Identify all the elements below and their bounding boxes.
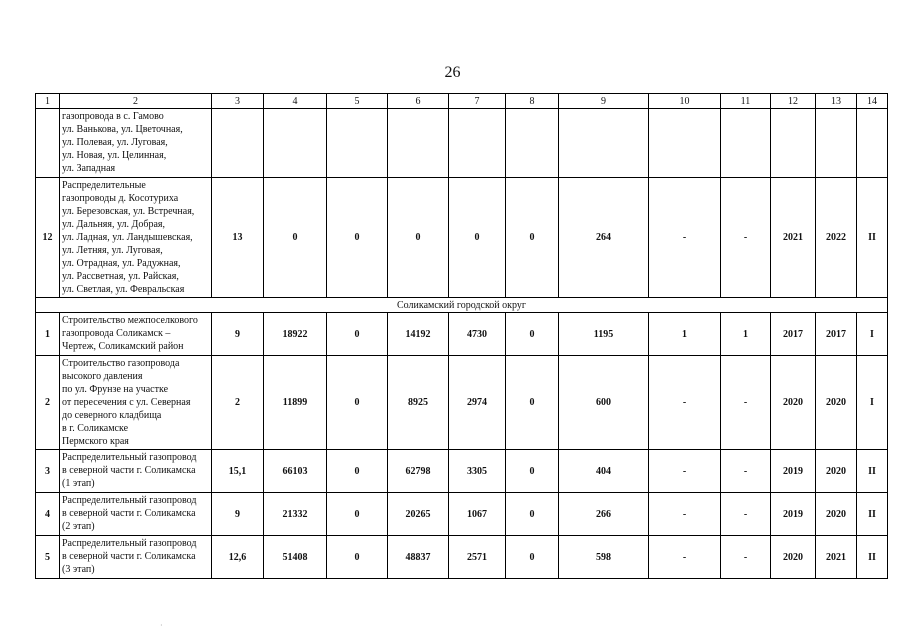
column-header-9: 9 [559,94,649,109]
cell-col-14: II [857,536,888,579]
cell-col-5: 0 [327,356,388,450]
cell-col-13: 2022 [816,178,857,298]
object-name-line: ул. Новая, ул. Целинная, [62,150,167,161]
object-name-cell [60,450,212,493]
cell-col-5: 0 [327,450,388,493]
cell-col-10: 1 [649,313,721,356]
column-header-14: 14 [857,94,888,109]
table-row [36,178,888,298]
cell-col-14: II [857,450,888,493]
cell-col-12: 2020 [771,356,816,450]
cell-col-13: 2021 [816,536,857,579]
object-name-line: ул. Западная [62,163,116,174]
object-name-cell [60,536,212,579]
cell-col-11: - [721,450,771,493]
cell-col-10: - [649,493,721,536]
column-header-1: 1 [36,94,60,109]
column-header-2: 2 [60,94,212,109]
cell-col-4: 18922 [264,313,327,356]
cell-col-8 [506,109,559,178]
cell-col-4: 11899 [264,356,327,450]
object-name-line: (2 этап) [62,521,95,532]
cell-col-8: 0 [506,178,559,298]
cell-col-6: 14192 [388,313,449,356]
cell-col-7: 2974 [449,356,506,450]
cell-col-6: 8925 [388,356,449,450]
object-name-line: от пересечения с ул. Северная [62,397,191,408]
object-name-line: ул. Рассветная, ул. Райская, [62,271,179,282]
cell-col-14: II [857,178,888,298]
cell-col-7: 1067 [449,493,506,536]
section-title: Соликамский городской округ [36,298,888,313]
cell-col-4: 51408 [264,536,327,579]
table-row [36,356,888,450]
cell-col-5: 0 [327,178,388,298]
object-name-cell [60,493,212,536]
object-name-line: ул. Полевая, ул. Луговая, [62,137,168,148]
cell-col-9: 1195 [559,313,649,356]
cell-col-3: 2 [212,356,264,450]
object-name-cell [60,356,212,450]
cell-col-14: II [857,493,888,536]
scan-margin-mark: · [160,621,163,630]
cell-col-11: - [721,356,771,450]
object-name-line: в северной части г. Соликамска [62,465,196,476]
cell-col-11: - [721,493,771,536]
cell-col-1: 1 [36,313,60,356]
table-row [36,109,888,178]
cell-col-10: - [649,356,721,450]
object-name-line: ул. Березовская, ул. Встречная, [62,206,195,217]
cell-col-5 [327,109,388,178]
cell-col-12: 2017 [771,313,816,356]
page-number: 26 [444,64,461,81]
cell-col-13: 2017 [816,313,857,356]
cell-col-10: - [649,450,721,493]
cell-col-12: 2019 [771,493,816,536]
cell-col-7: 3305 [449,450,506,493]
object-name-line: Чертеж, Соликамский район [62,341,184,352]
object-name-line: ул. Светлая, ул. Февральская [62,284,185,295]
cell-col-11: - [721,178,771,298]
cell-col-14: I [857,356,888,450]
cell-col-12: 2019 [771,450,816,493]
object-name-line: до северного кладбища [62,410,162,421]
cell-col-6: 0 [388,178,449,298]
cell-col-7: 4730 [449,313,506,356]
cell-col-10: - [649,178,721,298]
cell-col-1: 3 [36,450,60,493]
column-header-3: 3 [212,94,264,109]
object-name-line: Строительство газопровода [62,358,180,369]
cell-col-6: 48837 [388,536,449,579]
object-name-cell [60,313,212,356]
cell-col-4 [264,109,327,178]
object-name-line: Распределительный газопровод [62,538,197,549]
cell-col-5: 0 [327,313,388,356]
cell-col-6: 20265 [388,493,449,536]
cell-col-3: 9 [212,493,264,536]
object-name-line: Распределительный газопровод [62,495,197,506]
cell-col-4: 21332 [264,493,327,536]
cell-col-9 [559,109,649,178]
cell-col-1: 12 [36,178,60,298]
column-header-4: 4 [264,94,327,109]
cell-col-12: 2020 [771,536,816,579]
cell-col-3: 9 [212,313,264,356]
object-name-line: Строительство межпоселкового [62,315,198,326]
object-name-cell [60,178,212,298]
cell-col-8: 0 [506,536,559,579]
cell-col-9: 598 [559,536,649,579]
cell-col-4: 66103 [264,450,327,493]
cell-col-5: 0 [327,493,388,536]
object-name-line: в северной части г. Соликамска [62,551,196,562]
cell-col-7 [449,109,506,178]
object-name-line: ул. Отрадная, ул. Радужная, [62,258,181,269]
table-row [36,313,888,356]
object-name-line: Распределительный газопровод [62,452,197,463]
cell-col-13 [816,109,857,178]
cell-col-7: 0 [449,178,506,298]
object-name-line: по ул. Фрунзе на участке [62,384,169,395]
cell-col-8: 0 [506,493,559,536]
column-header-11: 11 [721,94,771,109]
cell-col-13: 2020 [816,450,857,493]
column-header-10: 10 [649,94,721,109]
column-header-12: 12 [771,94,816,109]
cell-col-3 [212,109,264,178]
cell-col-4: 0 [264,178,327,298]
cell-col-3: 15,1 [212,450,264,493]
cell-col-1 [36,109,60,178]
table-row [36,536,888,579]
object-name-line: газопроводы д. Косотуриха [62,193,179,204]
cell-col-9: 264 [559,178,649,298]
cell-col-12: 2021 [771,178,816,298]
header-row [36,94,888,109]
cell-col-13: 2020 [816,356,857,450]
cell-col-1: 5 [36,536,60,579]
object-name-line: Пермского края [62,436,129,447]
object-name-line: высокого давления [62,371,143,382]
gas-pipeline-table [35,93,888,579]
cell-col-6 [388,109,449,178]
column-header-8: 8 [506,94,559,109]
cell-col-9: 404 [559,450,649,493]
column-header-13: 13 [816,94,857,109]
section-row [36,298,888,313]
cell-col-7: 2571 [449,536,506,579]
cell-col-9: 266 [559,493,649,536]
object-name-line: (1 этап) [62,478,95,489]
object-name-line: ул. Летняя, ул. Луговая, [62,245,163,256]
table-row [36,450,888,493]
cell-col-8: 0 [506,356,559,450]
cell-col-10 [649,109,721,178]
cell-col-14 [857,109,888,178]
cell-col-8: 0 [506,313,559,356]
column-header-5: 5 [327,94,388,109]
cell-col-5: 0 [327,536,388,579]
table-body [36,109,888,579]
column-header-7: 7 [449,94,506,109]
object-name-line: ул. Ванькова, ул. Цветочная, [62,124,183,135]
cell-col-14: I [857,313,888,356]
cell-col-3: 13 [212,178,264,298]
object-name-line: газопровода Соликамск – [62,328,171,339]
object-name-line: ул. Дальняя, ул. Добрая, [62,219,165,230]
object-name-line: газопровода в с. Гамово [62,111,164,122]
table-row [36,493,888,536]
cell-col-8: 0 [506,450,559,493]
cell-col-11: 1 [721,313,771,356]
object-name-line: в северной части г. Соликамска [62,508,196,519]
object-name-cell [60,109,212,178]
cell-col-1: 2 [36,356,60,450]
cell-col-11: - [721,536,771,579]
object-name-line: (3 этап) [62,564,95,575]
column-header-6: 6 [388,94,449,109]
cell-col-13: 2020 [816,493,857,536]
cell-col-1: 4 [36,493,60,536]
object-name-line: Распределительные [62,180,146,191]
cell-col-10: - [649,536,721,579]
cell-col-12 [771,109,816,178]
object-name-line: в г. Соликамске [62,423,129,434]
cell-col-6: 62798 [388,450,449,493]
cell-col-11 [721,109,771,178]
cell-col-3: 12,6 [212,536,264,579]
cell-col-9: 600 [559,356,649,450]
object-name-line: ул. Ладная, ул. Ландышевская, [62,232,193,243]
